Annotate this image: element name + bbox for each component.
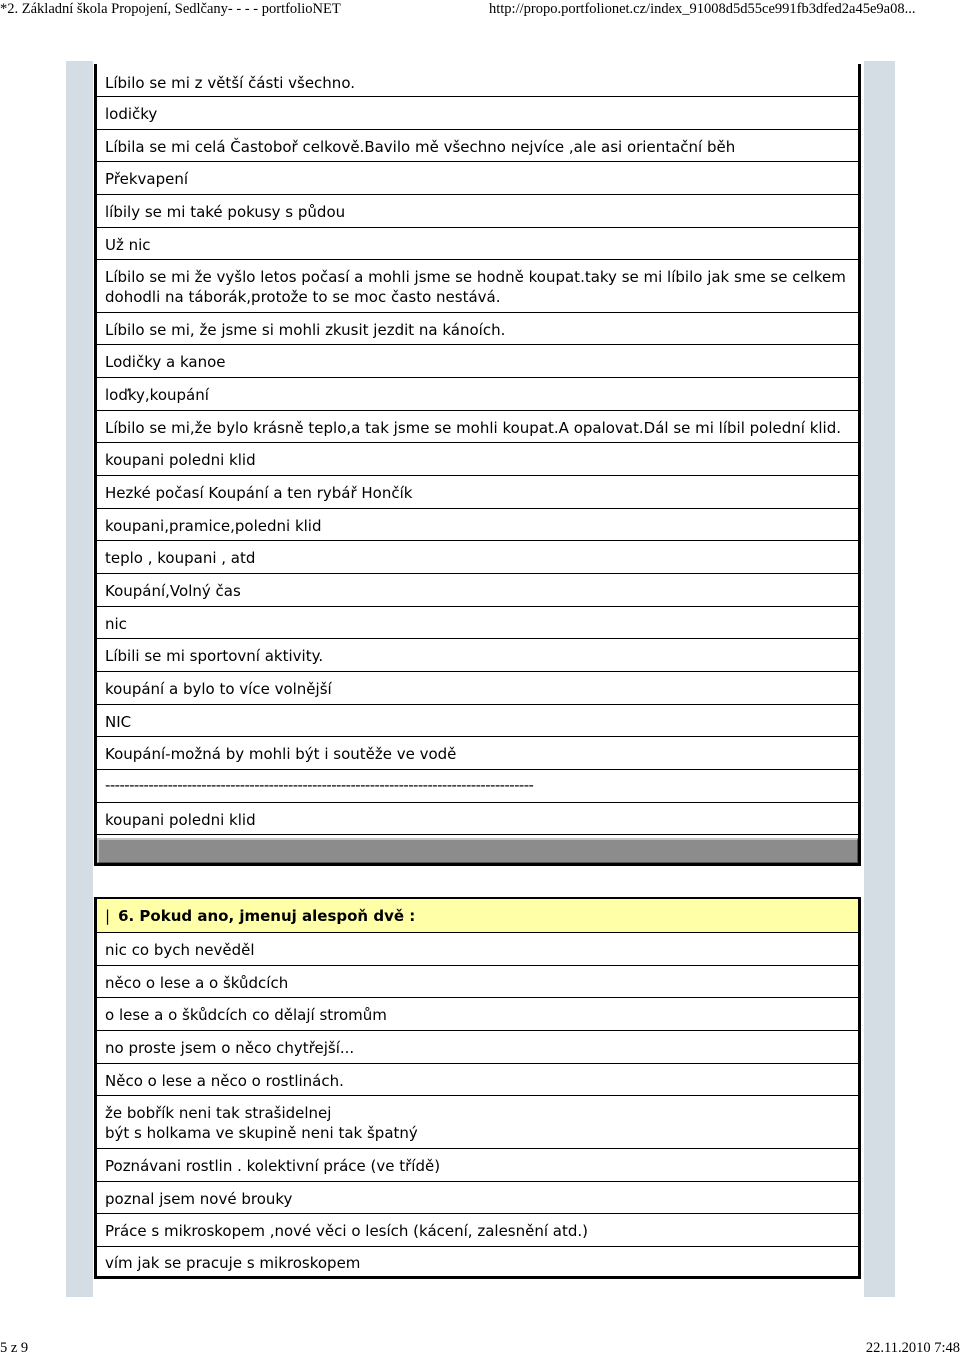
answers-table-1 [94, 64, 861, 866]
table-row [97, 803, 858, 835]
table-row [97, 345, 858, 378]
row-text: Líbila se mi celá Častoboř celkově.Bavilo mě všechno nejvíce ,ale asi orientační běh [105, 138, 736, 156]
table-row [97, 672, 858, 705]
row-text: líbily se mi také pokusy s půdou [105, 203, 346, 221]
question-marker: | [105, 907, 111, 925]
table-row [97, 737, 858, 770]
row-text: poznal jsem nové brouky [105, 1190, 293, 1208]
print-header-title: *2. Základní škola Propojení, Sedlčany- - - - portfolioNET [0, 1, 341, 17]
row-text: NIC [105, 713, 132, 731]
row-text: o lese a o škůdcích co dělají stromům [105, 1006, 387, 1024]
row-text: Líbilo se mi, že jsme si mohli zkusit jezdit na kánoích. [105, 321, 506, 339]
table-row [97, 1031, 858, 1064]
table-row [97, 1247, 858, 1276]
separator-text: ----------------------------------------------------------------------------------------- [105, 776, 534, 794]
page-counter: 5 z 9 [0, 1340, 29, 1356]
print-footer [0, 1339, 960, 1357]
table-row [97, 607, 858, 639]
row-text: že bobřík neni tak strašidelnej [105, 1104, 332, 1122]
row-text: dohodli na táborák,protože to se moc často nestává. [105, 288, 501, 306]
row-text: teplo , koupani , atd [105, 549, 256, 567]
row-text: koupani poledni klid [105, 811, 256, 829]
row-text: nic co bych nevěděl [105, 941, 255, 959]
row-text: lodičky [105, 105, 158, 123]
row-text: no proste jsem o něco chytřejší... [105, 1039, 355, 1057]
table-row [97, 1064, 858, 1096]
table-row [97, 476, 858, 509]
row-text: loďky,koupání [105, 386, 209, 404]
print-datetime: 22.11.2010 7:48 [865, 1340, 960, 1356]
question-header [97, 899, 858, 933]
table-row [97, 313, 858, 345]
row-text: Líbilo se mi že vyšlo letos počasí a mohli jsme se hodně koupat.taky se mi líbilo jak sme se celkem [105, 268, 846, 286]
table-row [97, 998, 858, 1031]
table-row [97, 966, 858, 998]
table-row [97, 541, 858, 574]
row-text: Poznávani rostlin . kolektivní práce (ve třídě) [105, 1157, 441, 1175]
table-row [97, 378, 858, 411]
table-row [97, 770, 858, 803]
table-row [97, 411, 858, 443]
print-header [0, 0, 960, 20]
table-row [97, 260, 858, 313]
row-text: koupání a bylo to více volnější [105, 680, 332, 698]
table-row [97, 162, 858, 195]
row-text: Líbilo se mi z větší části všechno. [105, 74, 355, 92]
table-row [97, 574, 858, 607]
row-text: Líbili se mi sportovní aktivity. [105, 647, 324, 665]
row-text: Překvapení [105, 170, 189, 188]
row-text: Lodičky a kanoe [105, 353, 226, 371]
row-text: být s holkama ve skupině neni tak špatný [105, 1124, 418, 1142]
table-row [97, 1149, 858, 1182]
row-text: nic [105, 615, 127, 633]
row-text: Líbilo se mi,že bylo krásně teplo,a tak jsme se mohli koupat.A opalovat.Dál se mi líbil polední klid. [105, 419, 842, 437]
row-text: koupani poledni klid [105, 451, 256, 469]
row-text: koupani,pramice,poledni klid [105, 517, 322, 535]
table-row [97, 195, 858, 228]
row-text: Koupání-možná by mohli být i soutěže ve vodě [105, 745, 457, 763]
row-text: vím jak se pracuje s mikroskopem [105, 1254, 361, 1272]
row-text: Něco o lese a něco o rostlinách. [105, 1072, 344, 1090]
row-text: Hezké počasí Koupání a ten rybář Hončík [105, 484, 413, 502]
table-row [97, 1182, 858, 1214]
table-row [97, 705, 858, 737]
row-text: Práce s mikroskopem ,nové věci o lesích (kácení, zalesnění atd.) [105, 1222, 589, 1240]
answers-table-2 [94, 897, 861, 1279]
table-footer-bar [97, 838, 858, 863]
table-row [97, 443, 858, 476]
table-row [97, 509, 858, 541]
table-row [97, 1096, 858, 1149]
table-row [97, 639, 858, 672]
row-text: něco o lese a o škůdcích [105, 974, 289, 992]
table-row [97, 933, 858, 966]
table-row [97, 67, 858, 97]
table-row [97, 228, 858, 260]
row-text: Už nic [105, 236, 151, 254]
question-title: 6. Pokud ano, jmenuj alespoň dvě : [118, 907, 416, 925]
table-row [97, 1214, 858, 1247]
print-header-url: http://propo.portfolionet.cz/index_91008d5d55ce991fb3dfed2a45e9a08... [489, 1, 916, 17]
table-row [97, 97, 858, 130]
row-text: Koupání,Volný čas [105, 582, 241, 600]
table-row [97, 130, 858, 162]
